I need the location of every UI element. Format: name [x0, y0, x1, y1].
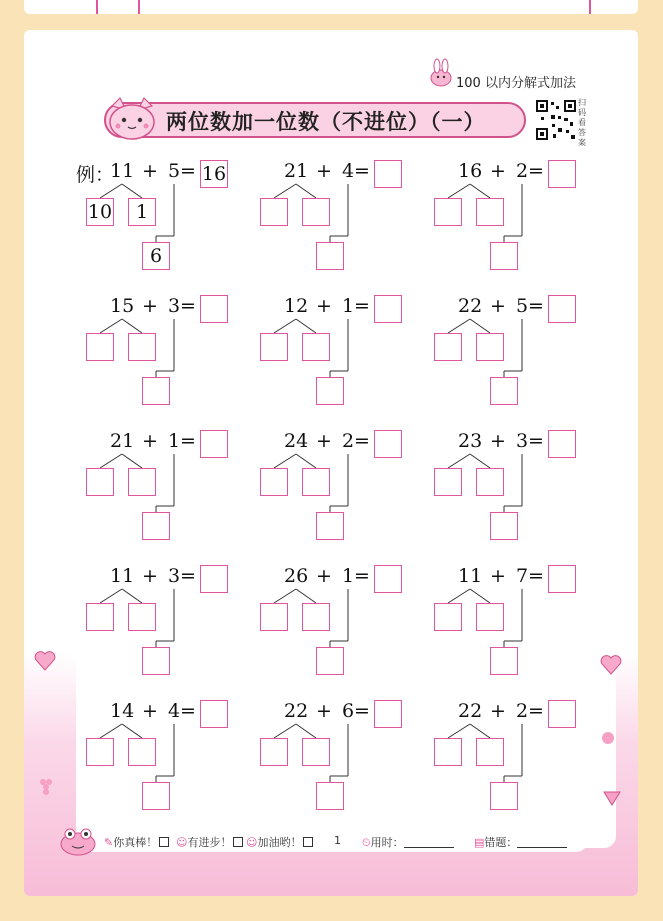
tens-split-box[interactable] [86, 603, 114, 631]
ones-split-box[interactable] [128, 603, 156, 631]
plus-sign: + [490, 295, 506, 317]
pen-icon: ✎ [104, 836, 114, 849]
plus-sign: + [490, 160, 506, 182]
heart-cat-icon [34, 648, 56, 672]
subject-label: 100 以内分解式加法 [456, 76, 576, 91]
addend-one-digit: 3 [168, 295, 181, 317]
clock-icon: ⏲ [362, 836, 371, 849]
cat-mascot-icon [104, 96, 160, 142]
plus-sign: + [316, 295, 332, 317]
ones-split-box[interactable] [128, 738, 156, 766]
ones-sum-box[interactable] [490, 782, 518, 810]
time-input[interactable] [404, 847, 454, 848]
cheer-checkbox[interactable] [303, 837, 313, 847]
problem [250, 565, 410, 675]
ones-split-box[interactable] [302, 603, 330, 631]
clipboard-icon: ▤ [474, 836, 485, 849]
ones-sum-box[interactable] [316, 512, 344, 540]
equals-sign: = [528, 295, 544, 317]
great-checkbox[interactable] [159, 837, 169, 847]
plus-sign: + [142, 160, 158, 182]
addend-one-digit: 1 [342, 565, 355, 587]
equals-sign: = [180, 295, 196, 317]
plus-sign: + [316, 160, 332, 182]
equals-sign: = [180, 700, 196, 722]
answer-box[interactable] [374, 700, 402, 728]
progress-checkbox[interactable] [233, 837, 243, 847]
ones-sum-box[interactable] [316, 782, 344, 810]
tens-split-box[interactable] [260, 468, 288, 496]
answer-box[interactable] [548, 160, 576, 188]
equals-sign: = [528, 565, 544, 587]
previous-page-edge [24, 0, 638, 14]
plus-sign: + [490, 430, 506, 452]
plus-sign: + [142, 295, 158, 317]
tens-split-box[interactable] [260, 198, 288, 226]
plus-sign: + [316, 565, 332, 587]
tens-split-box[interactable] [434, 198, 462, 226]
answer-box[interactable] [548, 700, 576, 728]
addend-one-digit: 3 [168, 565, 181, 587]
addend-one-digit: 4 [168, 700, 181, 722]
plus-sign: + [490, 565, 506, 587]
problem [424, 700, 584, 810]
ones-sum-box[interactable] [142, 782, 170, 810]
ones-sum-box[interactable] [142, 512, 170, 540]
bunny-icon [428, 58, 454, 88]
plus-sign: + [142, 430, 158, 452]
ones-split-box[interactable] [128, 333, 156, 361]
problem [76, 700, 236, 810]
problem [250, 430, 410, 540]
page-title: 两位数加一位数（不进位）（一） [166, 110, 486, 134]
heart-cat-icon [600, 652, 622, 676]
equals-sign: = [180, 430, 196, 452]
equals-sign: = [354, 295, 370, 317]
answer-box[interactable] [200, 295, 228, 323]
tens-split-box[interactable] [434, 468, 462, 496]
rating-progress: ☺有进步！ [176, 834, 243, 850]
answer-box[interactable] [548, 430, 576, 458]
ones-split-box[interactable] [302, 738, 330, 766]
problem [424, 430, 584, 540]
addend-one-digit: 2 [516, 160, 529, 182]
problem [76, 565, 236, 675]
addend-one-digit: 1 [168, 430, 181, 452]
addend-two-digit: 11 [110, 565, 135, 587]
addend-one-digit: 7 [516, 565, 529, 587]
qr-caption: 扫码看答案 [578, 98, 586, 147]
smile-icon: ☺ [176, 836, 188, 849]
ones-sum-box[interactable] [316, 242, 344, 270]
tens-split-box[interactable] [434, 333, 462, 361]
addend-two-digit: 12 [284, 295, 309, 317]
grapes-icon [38, 776, 56, 796]
addend-two-digit: 21 [110, 430, 135, 452]
addend-one-digit: 6 [342, 700, 355, 722]
ones-split-box[interactable] [128, 468, 156, 496]
tens-split-box[interactable] [260, 333, 288, 361]
addend-one-digit: 2 [342, 430, 355, 452]
addend-two-digit: 11 [110, 160, 135, 182]
equals-sign: = [180, 565, 196, 587]
errors-input[interactable] [517, 847, 567, 848]
tens-split-box[interactable] [434, 603, 462, 631]
addend-two-digit: 26 [284, 565, 309, 587]
addend-two-digit: 16 [458, 160, 483, 182]
addend-two-digit: 11 [458, 565, 483, 587]
ones-split-box[interactable] [476, 198, 504, 226]
ones-sum-box[interactable] [490, 242, 518, 270]
answer-box[interactable] [200, 430, 228, 458]
equals-sign: = [528, 700, 544, 722]
ones-split-box[interactable] [302, 198, 330, 226]
ones-split-box[interactable] [302, 468, 330, 496]
ones-split-box: 1 [128, 198, 156, 226]
answer-box[interactable] [200, 700, 228, 728]
tens-split-box[interactable] [86, 738, 114, 766]
ones-sum-box[interactable] [490, 647, 518, 675]
answer-box[interactable] [548, 295, 576, 323]
ones-split-box[interactable] [476, 468, 504, 496]
addend-two-digit: 22 [458, 295, 483, 317]
frog-mascot-icon [58, 826, 98, 856]
ones-sum-box[interactable] [142, 647, 170, 675]
equals-sign: = [528, 430, 544, 452]
answer-box[interactable] [374, 565, 402, 593]
answer-box[interactable] [374, 430, 402, 458]
ones-sum-box[interactable] [316, 377, 344, 405]
errors-field: ▤错题： [474, 834, 567, 850]
problem [424, 565, 584, 675]
plus-sign: + [490, 700, 506, 722]
ones-sum-box[interactable] [490, 377, 518, 405]
ones-sum-box[interactable] [316, 647, 344, 675]
problem [250, 700, 410, 810]
example-label: 例： [76, 164, 115, 186]
ones-sum-box[interactable] [490, 512, 518, 540]
ones-split-box[interactable] [476, 738, 504, 766]
ones-split-box[interactable] [476, 603, 504, 631]
example-problem [76, 160, 236, 270]
answer-box: 16 [200, 160, 228, 188]
problem [424, 295, 584, 405]
smile-icon: ☺ [246, 836, 258, 849]
problem [76, 295, 236, 405]
answer-box[interactable] [200, 565, 228, 593]
tens-split-box[interactable] [86, 468, 114, 496]
tens-split-box[interactable] [86, 333, 114, 361]
addend-two-digit: 21 [284, 160, 309, 182]
plus-sign: + [316, 700, 332, 722]
time-field: ⏲用时： [362, 834, 454, 850]
addend-two-digit: 24 [284, 430, 309, 452]
plus-sign: + [142, 565, 158, 587]
answer-box[interactable] [548, 565, 576, 593]
equals-sign: = [354, 160, 370, 182]
ones-split-box[interactable] [476, 333, 504, 361]
problem [424, 160, 584, 270]
tens-split-box[interactable] [260, 738, 288, 766]
watermelon-icon [602, 790, 622, 806]
equals-sign: = [528, 160, 544, 182]
equals-sign: = [180, 160, 196, 182]
tens-split-box[interactable] [260, 603, 288, 631]
addend-one-digit: 5 [516, 295, 529, 317]
plus-sign: + [142, 700, 158, 722]
problem [250, 160, 410, 270]
equals-sign: = [354, 565, 370, 587]
tens-split-box[interactable] [434, 738, 462, 766]
addend-one-digit: 2 [516, 700, 529, 722]
equals-sign: = [354, 430, 370, 452]
ones-split-box[interactable] [302, 333, 330, 361]
addend-two-digit: 22 [458, 700, 483, 722]
problem [250, 295, 410, 405]
problem [76, 430, 236, 540]
plus-sign: + [316, 430, 332, 452]
rating-great: ✎你真棒！ [104, 834, 169, 850]
addend-two-digit: 14 [110, 700, 135, 722]
tens-split-box: 10 [86, 198, 114, 226]
addend-two-digit: 23 [458, 430, 483, 452]
equals-sign: = [354, 700, 370, 722]
flower-icon [600, 730, 616, 746]
rating-cheer: ☺加油哟！ [246, 834, 313, 850]
addend-two-digit: 15 [110, 295, 135, 317]
ones-sum-box: 6 [142, 242, 170, 270]
answer-box[interactable] [374, 160, 402, 188]
addend-one-digit: 5 [168, 160, 181, 182]
answer-box[interactable] [374, 295, 402, 323]
qr-code-icon [536, 100, 576, 140]
ones-sum-box[interactable] [142, 377, 170, 405]
addend-two-digit: 22 [284, 700, 309, 722]
addend-one-digit: 4 [342, 160, 355, 182]
addend-one-digit: 3 [516, 430, 529, 452]
page-number: 1 [334, 834, 341, 847]
addend-one-digit: 1 [342, 295, 355, 317]
